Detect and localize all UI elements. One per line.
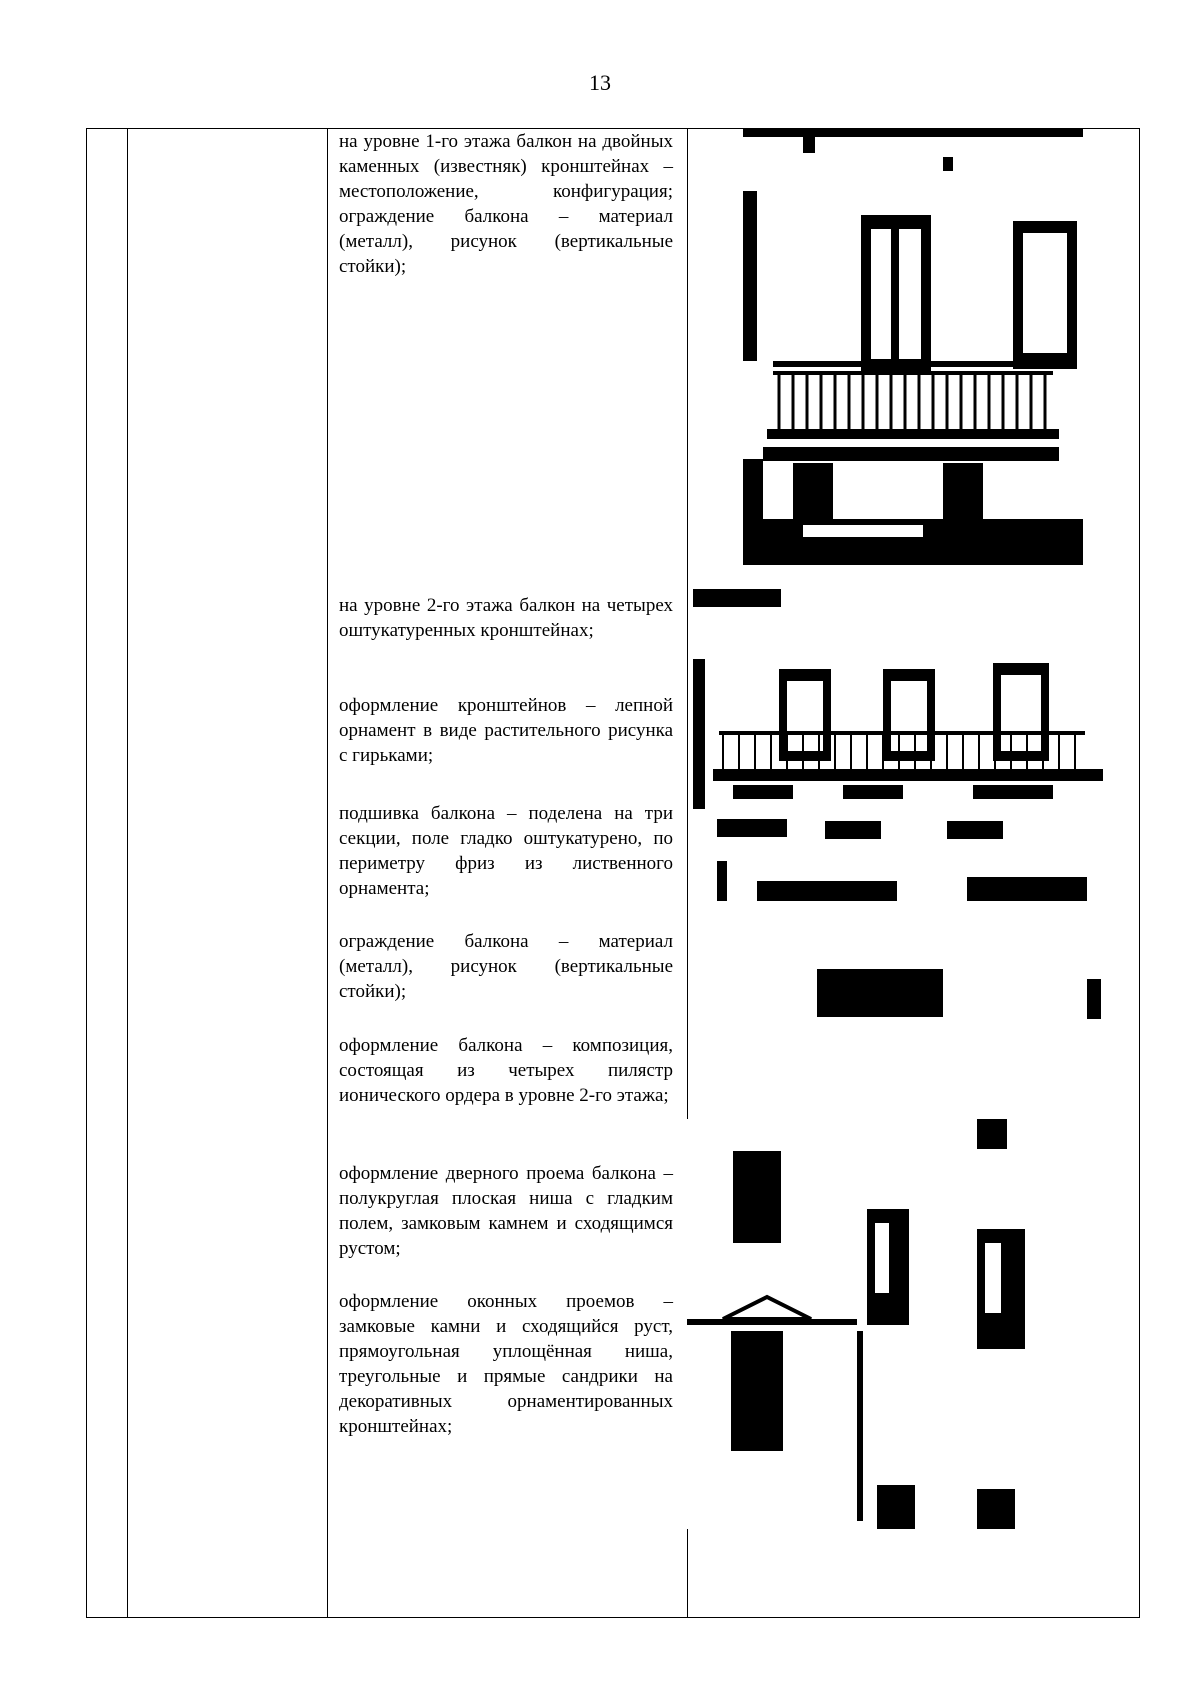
paragraph-soffit: подшивка балкона – поделена на три секции, поле гладко оштукатурено, по периметру фриз из лиственного орнамента; <box>339 803 673 899</box>
photo-balcony-1st-floor <box>743 129 1083 565</box>
document-table <box>86 128 1140 1618</box>
page-number: 13 <box>589 70 611 95</box>
paragraph-window-openings: оформление оконных проемов – замковые камни и сходящийся руст, прямоугольная уплощённая ниша, треугольные и прямые сандрики на декоративных орнаментированных кронштейнах; <box>339 1291 673 1437</box>
photo-facade-windows <box>687 1119 1105 1529</box>
column-divider-1 <box>127 129 128 1617</box>
photo-balcony-2nd-floor <box>693 589 1111 809</box>
photo-window-openings-upper <box>717 819 1105 1109</box>
paragraph-pilasters: оформление балкона – композиция, состоящая из четырех пилястр ионического ордера в уровне 2-го этажа; <box>339 1035 673 1106</box>
paragraph-railing: ограждение балкона – материал (металл), рисунок (вертикальные стойки); <box>339 931 673 1002</box>
paragraph-balcony-1st-floor: на уровне 1-го этажа балкон на двойных каменных (известняк) кронштейнах – местоположение, конфигурация; ограждение балкона – материал (металл), рисунок (вертикальные стойки); <box>339 131 673 277</box>
paragraph-door-opening: оформление дверного проема балкона – полукруглая плоская ниша с гладким полем, замковым камнем и сходящимся рустом; <box>339 1163 673 1259</box>
column-divider-2 <box>327 129 328 1617</box>
paragraph-brackets: оформление кронштейнов – лепной орнамент в виде растительного рисунка с гирьками; <box>339 695 673 766</box>
paragraph-balcony-2nd-floor: на уровне 2-го этажа балкон на четырех оштукатуренных кронштейнах; <box>339 595 673 641</box>
